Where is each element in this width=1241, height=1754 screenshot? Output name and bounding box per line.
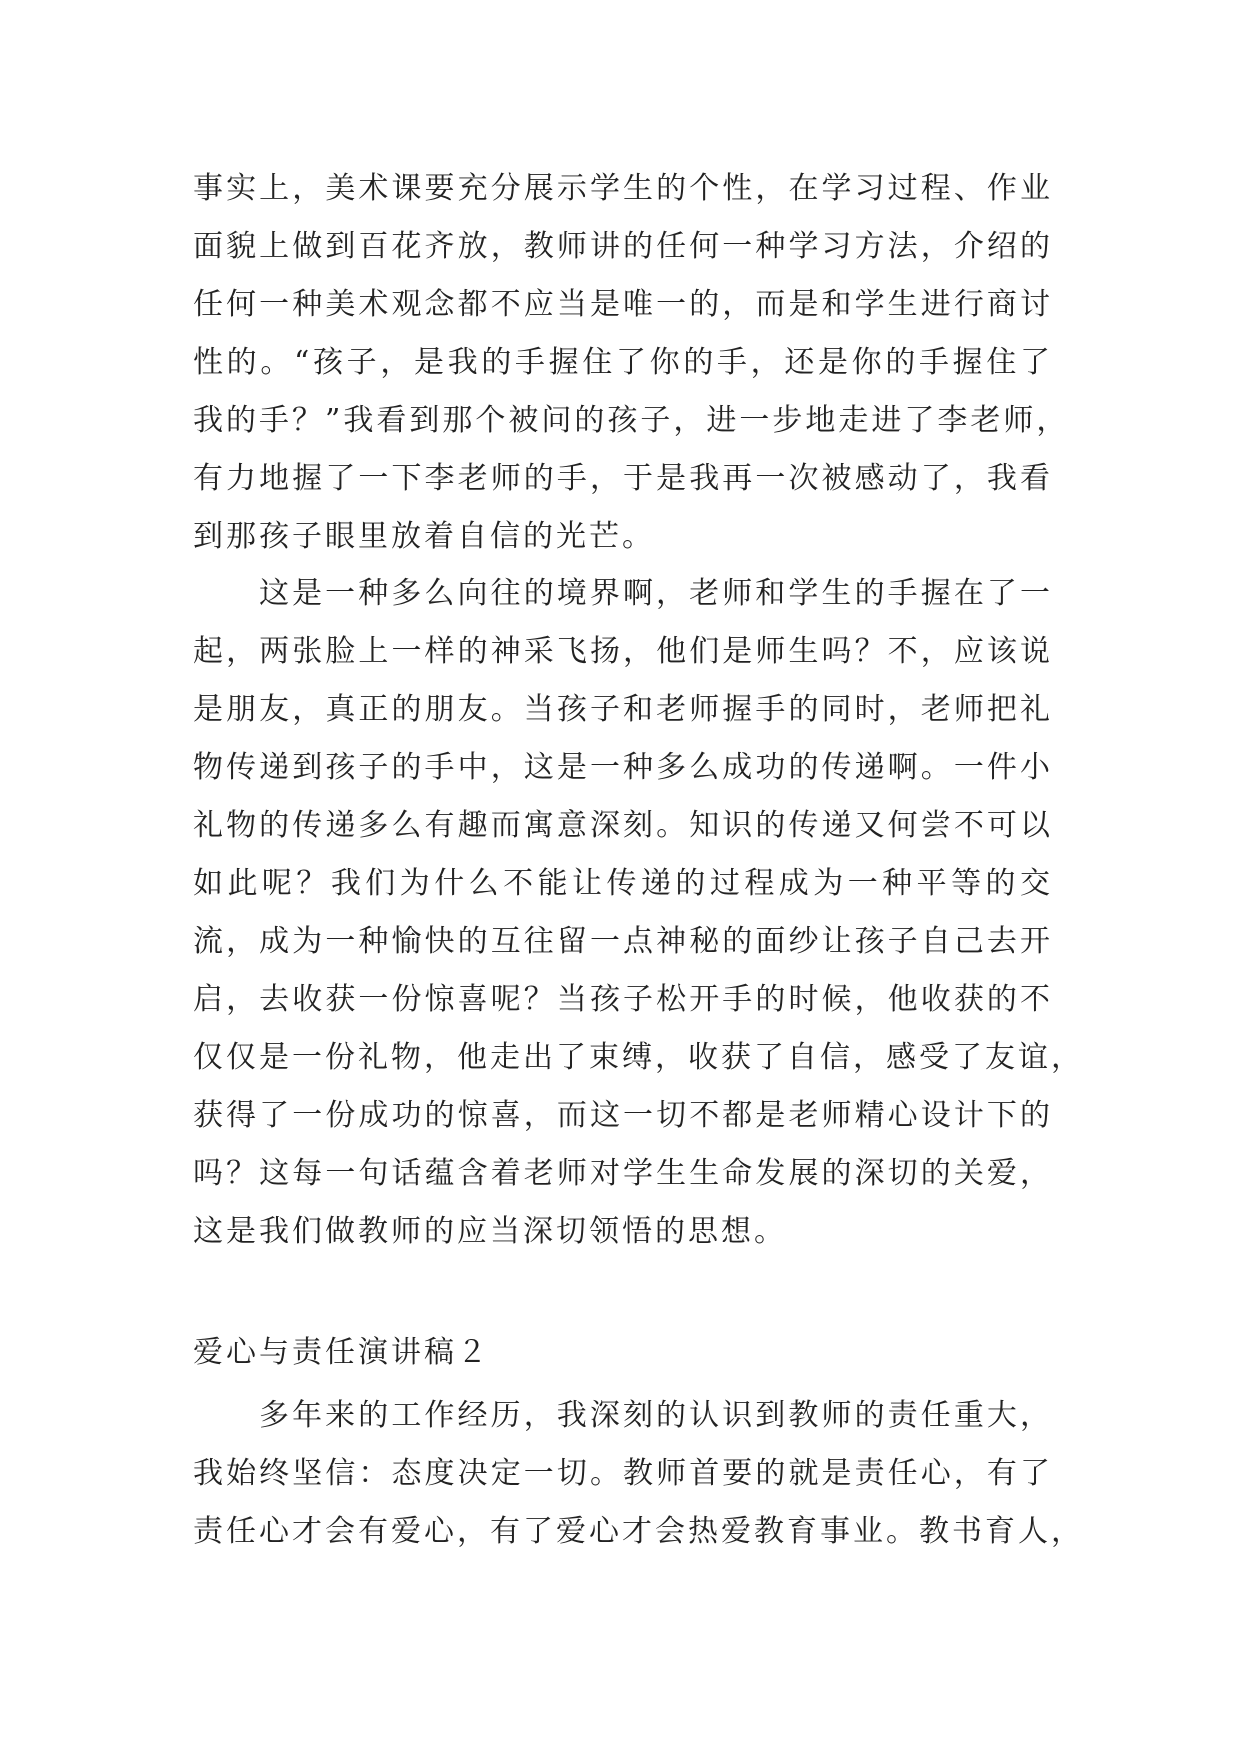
paragraph-line: 礼物的传递多么有趣而寓意深刻。知识的传递又何尝不可以 [193, 808, 1053, 843]
section-heading-text: 爱心与责任演讲稿２ [193, 1335, 490, 1370]
paragraph-line: 这是我们做教师的应当深切领悟的思想。 [193, 1214, 787, 1249]
paragraph-line: 任何一种美术观念都不应当是唯一的，而是和学生进行商讨 [193, 287, 1053, 322]
paragraph-line: 获得了一份成功的惊喜，而这一切不都是老师精心设计下的 [193, 1098, 1053, 1133]
paragraph-line: 有力地握了一下李老师的手，于是我再一次被感动了，我看 [193, 461, 1053, 496]
paragraph-line: 这是一种多么向往的境界啊，老师和学生的手握在了一 [259, 576, 1053, 611]
paragraph-line: 责任心才会有爱心，有了爱心才会热爱教育事业。教书育人， [193, 1514, 1084, 1549]
paragraph-line: 我始终坚信：态度决定一切。教师首要的就是责任心，有了 [193, 1456, 1053, 1491]
paragraph-line: 物传递到孩子的手中，这是一种多么成功的传递啊。一件小 [193, 750, 1053, 785]
paragraph-2 [193, 565, 1084, 1261]
paragraph-line: 启，去收获一份惊喜呢？当孩子松开手的时候，他收获的不 [193, 982, 1053, 1017]
paragraph-line: 多年来的工作经历，我深刻的认识到教师的责任重大， [259, 1398, 1053, 1433]
paragraph-line: 如此呢？我们为什么不能让传递的过程成为一种平等的交 [193, 866, 1053, 901]
paragraph-line: 性的。“孩子，是我的手握住了你的手，还是你的手握住了 [193, 345, 1053, 380]
paragraph-line: 面貌上做到百花齐放，教师讲的任何一种学习方法，介绍的 [193, 229, 1053, 264]
paragraph-line: 是朋友，真正的朋友。当孩子和老师握手的同时，老师把礼 [193, 692, 1053, 727]
paragraph-line: 到那孩子眼里放着自信的光芒。 [193, 519, 655, 554]
paragraph-line: 仅仅是一份礼物，他走出了束缚，收获了自信，感受了友谊， [193, 1040, 1084, 1075]
paragraph-line: 事实上，美术课要充分展示学生的个性，在学习过程、作业 [193, 171, 1053, 206]
paragraph-line: 吗？这每一句话蕴含着老师对学生生命发展的深切的关爱， [193, 1156, 1053, 1191]
paragraph-line: 流，成为一种愉快的互往留一点神秘的面纱让孩子自己去开 [193, 924, 1053, 959]
paragraph-1 [193, 160, 1070, 566]
paragraph-line: 我的手？”我看到那个被问的孩子，进一步地走进了李老师， [193, 403, 1070, 438]
paragraph-line: 起，两张脸上一样的神采飞扬，他们是师生吗？不，应该说 [193, 634, 1053, 669]
section-heading [193, 1324, 1053, 1382]
paragraph-3 [193, 1387, 1084, 1561]
